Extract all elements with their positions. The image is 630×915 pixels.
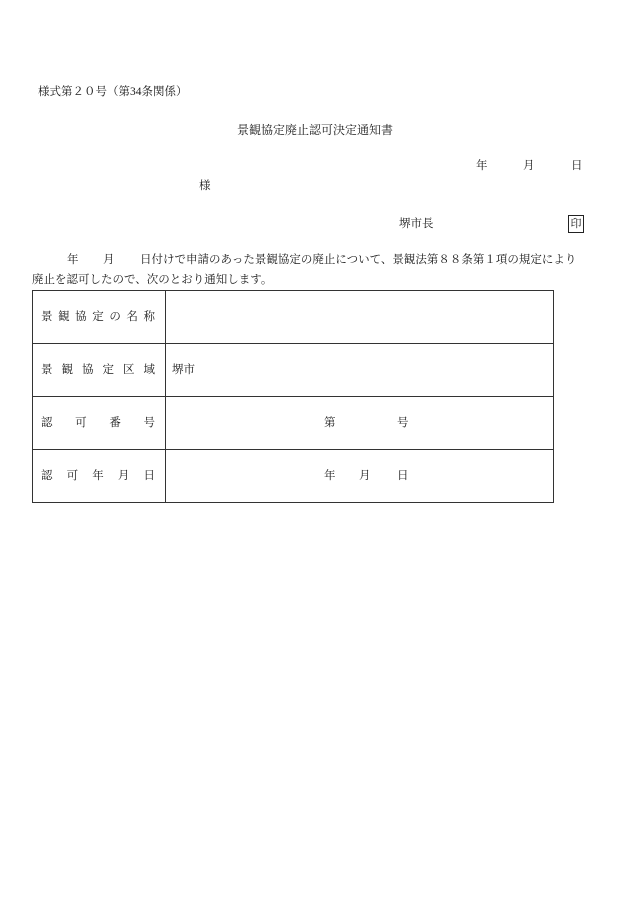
document-title: 景観協定廃止認可決定通知書 [236, 123, 393, 137]
label-approval-date [33, 450, 166, 503]
seal-mark: 印 [568, 215, 584, 233]
issue-date-month: 月 [523, 160, 535, 172]
label-text: 認 可 年 月 日 [41, 470, 155, 482]
value-text [166, 311, 172, 323]
recipient-honorific: 様 [199, 180, 211, 192]
approval-date-day: 日 [397, 470, 409, 482]
form-number: 様式第２０号（第34条関係） [38, 86, 188, 98]
approval-date-year: 年 [324, 470, 336, 482]
label-approval-number [33, 397, 166, 450]
approval-date-month: 月 [359, 470, 371, 482]
body-line-1: 日付けで申請のあった景観協定の廃止について、景観法第８８条第１項の規定により [140, 254, 577, 266]
value-approval-number [166, 397, 554, 450]
value-approval-date [166, 450, 554, 503]
table-row-approval-number [33, 397, 554, 450]
approval-number-suffix: 号 [397, 417, 409, 429]
table-row-agreement-name [33, 291, 554, 344]
issue-date-day: 日 [571, 160, 583, 172]
issuer-name: 堺市長 [399, 218, 434, 230]
body-year: 年 [67, 254, 79, 266]
label-text: 景 観 協 定 の 名 称 [41, 311, 155, 323]
table-row-approval-date [33, 450, 554, 503]
value-text: 堺市 [172, 364, 195, 376]
body-line-2: 廃止を認可したので、次のとおり通知します。 [32, 274, 273, 286]
approval-number-prefix: 第 [324, 417, 336, 429]
info-table [32, 290, 554, 503]
label-text: 景 観 協 定 区 域 [41, 364, 155, 376]
value-agreement-area [166, 344, 554, 397]
label-text: 認 可 番 号 [41, 417, 155, 429]
label-agreement-name [33, 291, 166, 344]
value-agreement-name [166, 291, 554, 344]
label-agreement-area [33, 344, 166, 397]
table-row-agreement-area [33, 344, 554, 397]
issue-date-year: 年 [476, 160, 488, 172]
body-month: 月 [103, 254, 115, 266]
